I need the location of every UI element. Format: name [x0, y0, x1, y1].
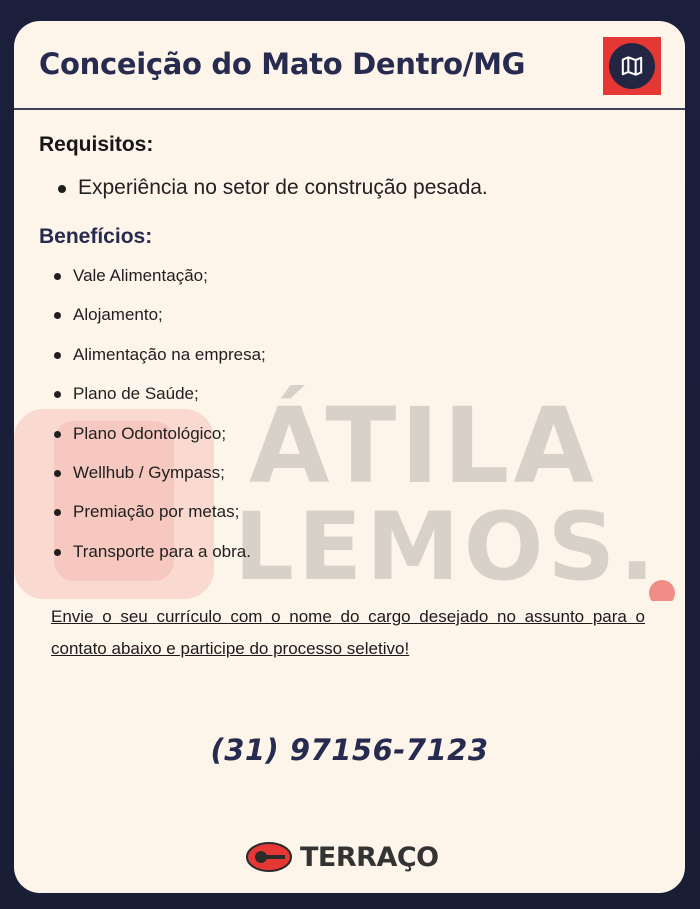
- watermark-line1: ÁTILA: [249, 385, 598, 507]
- requirements-list: [56, 174, 488, 202]
- application-instructions: Envie o seu currículo com o nome do cargo desejado no assunto para o contato abaixo e participe do processo seletivo!: [51, 607, 645, 658]
- list-item: Alimentação na empresa;: [52, 340, 266, 379]
- watermark-line2: LEMOS.: [234, 493, 659, 602]
- list-item: Experiência no setor de construção pesada.: [56, 174, 488, 202]
- list-item: Plano Odontológico;: [52, 419, 266, 458]
- brand-logo-icon: [246, 841, 292, 873]
- brand-name: TERRAÇO: [300, 841, 439, 873]
- location-title: Conceição do Mato Dentro/MG: [39, 47, 526, 81]
- benefits-list: [52, 261, 266, 576]
- map-badge[interactable]: [603, 37, 661, 95]
- requirements-title: Requisitos:: [39, 133, 154, 156]
- list-item: Premiação por metas;: [52, 497, 266, 536]
- list-item: Transporte para a obra.: [52, 537, 266, 576]
- job-card: [14, 21, 685, 893]
- list-item: Vale Alimentação;: [52, 261, 266, 300]
- list-item: Plano de Saúde;: [52, 379, 266, 418]
- card-header: [14, 21, 685, 110]
- benefits-title: Benefícios:: [39, 225, 153, 248]
- list-item: Wellhub / Gympass;: [52, 458, 266, 497]
- map-icon: [609, 43, 655, 89]
- list-item: Alojamento;: [52, 300, 266, 339]
- brand-logo: [246, 839, 439, 875]
- contact-phone[interactable]: (31) 97156-7123: [210, 733, 489, 767]
